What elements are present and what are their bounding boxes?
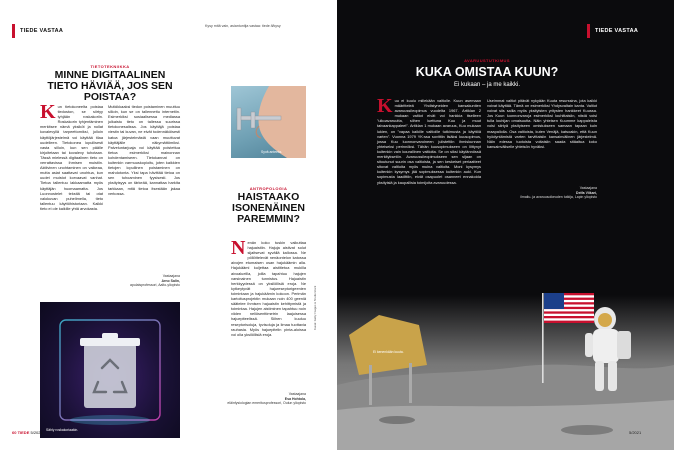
article2-col1-text: enän koko tuskin vaikuttaa hajuaistiin. Hajuja aistivat solut sijaitsevat syvällä kallossa. Ne pöllöttelevät nenäontelon katossa aivojen etumaisen osan hajukäämin alla. Hajukäämi kuljettaa aistitietoa mukilla aivoalueilla, joilla tapahtuu hajujen varsinainen tunnistus. Hajuaistin herkkyydessä on yksilöllisiä eroja. Ne kytkeytyvät hajureseptorigeenien toimintaan ja hajukäämin kokoon. Perimän kartoitusprojektin mukaan noin 400 geeniä säätelee ihmisen hajuaistin kehittymistä ja toimintaa. Hajujen aistiminen tapahtuu noin viiden neliösenttimetrin laajuisessa hajuepiteelissä. Siihen kuuluu reseptorisoluja, tyvisoluja ja limaa tuottavia rauhasia. Myös hajuepitelin pinta-aloissa voi olla yksilöllisiä eroja.: [231, 240, 306, 337]
astronaut-flag-icon: [337, 235, 674, 450]
article2-headline: HAISTAAKO ISONENÄINEN PAREMMIN?: [232, 191, 305, 226]
right-col2-text: Useimmat valtiot pitävät nykyään Kuuta resurssina, jota kaikki voivat käyttää. Tämä on esimerkiksi Yhdysvaltain kanta. Valtiot voivat siis sallia myös yksityisten yritysten hankkeet Kuussa. Jos Kuun luonnonvaroja esimerkiksi louhittaisiin, niistä voisi tulla louhijan omaisuutta. Näin yhteisen Kuumme kappaleista voisi siirtyä yksityiseen omistukseen samaan tapaan kuin maapallolla. Osa valtioista, kuten Venäjä, katsoakin, että Kuun hyödyntämistä varten tarvittaisiin kansainvälinen järjestelmä. Näin edessa tuotoista voitaisiin saada sitäaitua koko kansainväliselle yhteisön hyväksi.: [487, 98, 597, 149]
article2-caption: Syvä anteeks.: [261, 150, 283, 154]
right-column-2: [487, 98, 597, 149]
article1-caption: Sähly roskakoriaakin.: [46, 428, 79, 432]
folio-issue: 5/2021: [629, 430, 642, 435]
article1-kicker: TIETOTEKNIIKKA: [90, 64, 130, 69]
article2-column: [231, 237, 306, 337]
sig-title: ilmailu- ja avaruusoikeuden tutkija, Lapin yliopisto: [520, 195, 597, 200]
section-label-text: TIEDE VASTAA: [20, 28, 64, 34]
us-flag: [544, 293, 594, 323]
caliper-face-icon: [231, 86, 306, 158]
sig-title: eläinfysiologian emeritusprofessori, Oulun yliopisto: [227, 401, 306, 406]
right-kicker: AVARUUSTUTKIMUS: [464, 58, 510, 63]
section-label: [587, 24, 638, 38]
photo-credit: Kuvat: Getty Images & Shutterstock: [313, 285, 317, 330]
right-headline: KUKA OMISTAA KUUN?: [415, 65, 559, 79]
nose-image: [231, 86, 306, 158]
recycle-bin-icon: [40, 302, 180, 438]
sig-name: Esa Hohtola,: [284, 396, 306, 401]
folio-number: 60: [12, 430, 17, 435]
article2-kicker: ANTROPOLOGIA: [249, 186, 288, 191]
article1-signature: [100, 274, 180, 288]
right-column-1: [377, 95, 481, 185]
sig-name: Delfa Viikari,: [576, 190, 597, 195]
article1-col2-text: Mutkikkaaksi tiedon poistaminen muuttuu silloin, kun se on tallennettu internetiin. Esimerkiksi sosiaalisessa mediassa julkaistu tieto on tallessa suurissa tietokonesalissa. Jos käyttäjä poistaa viestin tai kuvan, ne eivät todennäköisesti katoa järjestelmästä vaan muuttuvat käyttäjälle näkymättömiksi. Palveluntarjoaja voi käyttää poistettua tietoa esimerkiksi mainonnan kohdentamiseen. Tietokannat on kuitenkin varmuuskopioitu, joten kaikkien tietojen lopullinen poistaminen on mahdotonta. Yksi tapa hävittää tietoa on sen tuhoaminen fyysisesti. Jos yksityisyys on tärkeää, kannattaa harkita tarkkaan, mitä tietoa itsestään jakaa verkossa.: [108, 104, 180, 196]
article1-column-2: [108, 104, 180, 196]
sig-role: Vastaajana: [162, 274, 180, 278]
right-dek: Ei kukaan – ja me kaikki.: [453, 82, 521, 88]
section-label: [12, 24, 63, 38]
right-col1-text: uu ei kuulu millekään valtiolle. Kuun asemaan määritteleä Yhdistyneiden kansakuntien avaruussileopimus vuodelta 1967. Artiklan 2 mukaan valtiot eivät voi hankkia itselleen "ulkoavaruutta, siihen luettuna Kuu ja muut taivaankappaleet". Artiklan 1 mukaan avaruus, Kuu mukaan lukien, on "vapaa kaikille valtioille tutkimusta ja käyttöä varten". Vuonna 1979 YK:ssa sovittiin lisäksi kuusopimus, jossa Kuu luonnonvaroineen julistettiin ihmiskunnan yhteiseksi perinnöksi. Tähän kuusopimukseen on liittynyt kuitenkin vain kourallinen valtioita. Se on siksi käytännössä merkityksetön. Avaruussileopimukseen sen sijaan on sitoutunut suurin osa valtioista, ja sen keskeiset periaatteet sitovat valtioita myös muina valtioita. Moni kysymys kuitenkin kysymys jää sopimuksessa kuitenkin auki. Kun sopimusta laadittiin, eivät osapuolet osanneet ennakoida yksityisiä ja kaupallisia toimijoita avaruudessa.: [377, 98, 481, 185]
top-note: Kysy mitä vain, asiantuntija vastaa: tiede.fi/kysy: [205, 24, 281, 28]
article1-column-1: [40, 101, 103, 211]
section-accent-bar: [587, 24, 590, 38]
right-signature: [517, 186, 597, 200]
article1-col1-text: un tietokoneelta poistaa tiedoston, se siirtyy tyhjään roskakoriin. Roskakorin tyhjentäminen merkitsee nämä yksiköt ja nollat kovalevyllä tarpeettomiksi, jolloin käyttöjärjestelmä voi käyttää tilaa uudelleen. Tietokonea lopullisesti vasta silloin, kun sen päälle kirjoitetaan tai kovalevy tuhotaan. Tässä mielessä digitaalinen tieto on verrattavissa ihmisen muistiin. Aktiivinen unohtaminen on vaikeaa, mutta asiat saattavat unohtua, kun uudet muistot korvaavat vanhat. Tietoa tallentuu lakkaamatta myös käyttäjän huomaamatta. Jos Luonnostelet tekstiä tai otat valokuvan puhelimella, tieto tallentuu käyttöhistoriaan. Kaikki tieto ei ole kaikille yhtä arvokasta.: [40, 104, 103, 211]
article1-headline: MINNE DIGITAALINEN TIETO HÄVIÄÄ, JOS SEN POISTAA?: [47, 69, 173, 104]
article2-signature: [226, 392, 306, 406]
section-label-text: TIEDE VASTAA: [595, 28, 639, 34]
sig-role: Vastaajana: [288, 392, 306, 396]
drop-cap: N: [231, 237, 246, 259]
folio-magazine: TIEDE: [17, 430, 30, 435]
right-page: [337, 0, 674, 450]
moon-photo: [337, 235, 674, 450]
drop-cap: K: [40, 101, 56, 123]
folio-issue: 5/2021: [30, 430, 43, 435]
moon-caption: Ei kenenkään kuuta.: [373, 350, 404, 354]
folio: [12, 430, 43, 435]
drop-cap: K: [377, 95, 393, 117]
section-accent-bar: [12, 24, 15, 38]
sig-title: apulaisprofessori, Aalto-yliopisto: [130, 283, 180, 288]
recycle-bin-image: [40, 302, 180, 438]
sig-role: Vastaajana: [579, 186, 597, 190]
sig-name: Arno Salin,: [161, 278, 180, 283]
